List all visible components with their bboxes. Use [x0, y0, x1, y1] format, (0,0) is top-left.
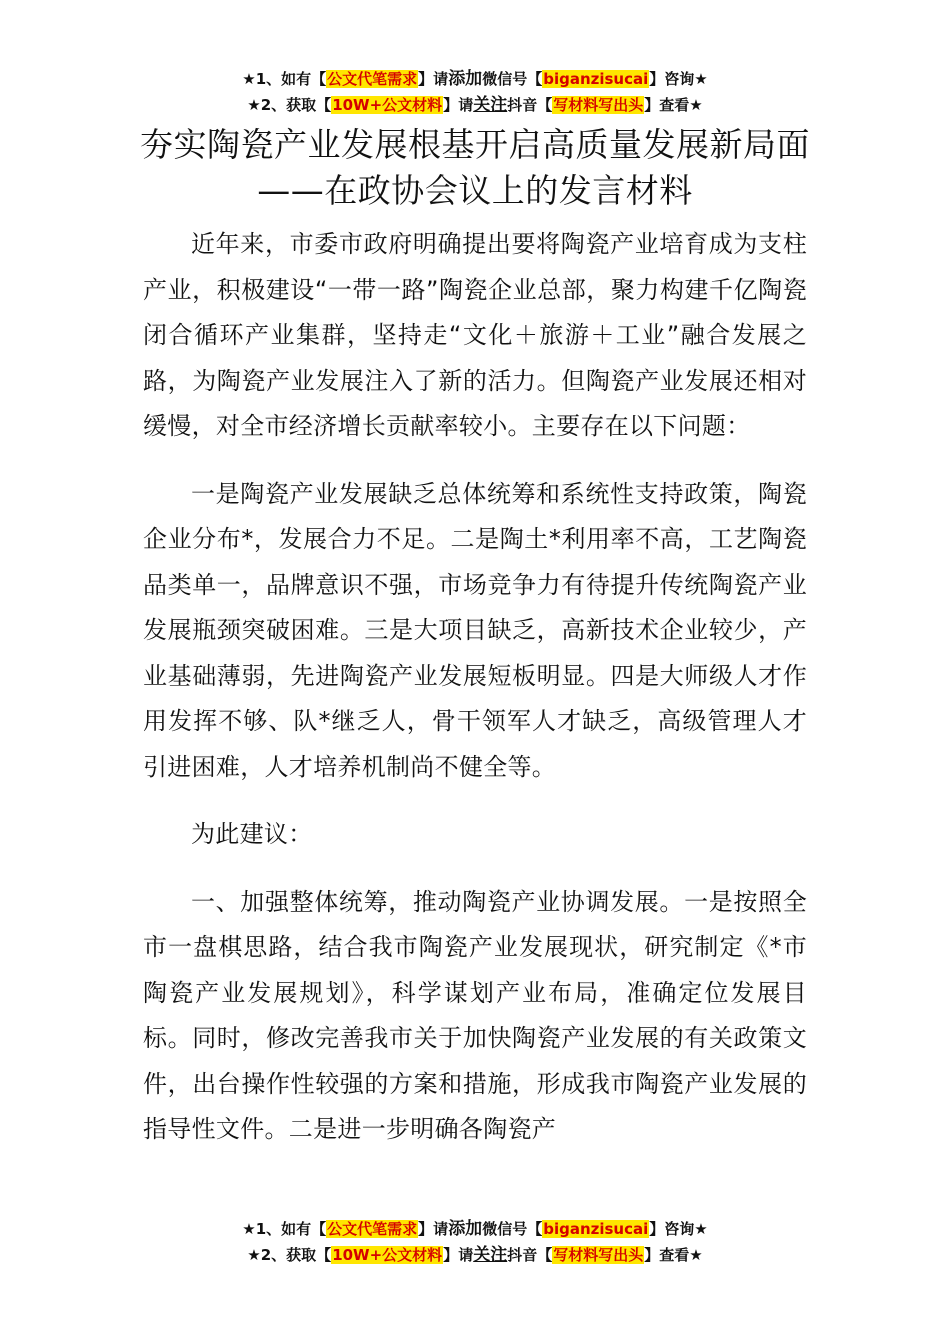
banner-text: 抖音【	[507, 1246, 553, 1264]
banner-highlight: 写材料写出头	[553, 1246, 644, 1264]
paragraph-intro: 近年来，市委市政府明确提出要将陶瓷产业培育成为支柱产业，积极建设“一带一路”陶瓷企业总部，聚力构建千亿陶瓷闭合循环产业集群，坚持走“文化＋旅游＋工业”融合发展之路，为陶瓷产业发展注入了新的活力。但陶瓷产业发展还相对缓慢，对全市经济增长贡献率较小。主要存在以下问题：	[143, 230, 807, 440]
banner-line-1	[0, 66, 950, 92]
banner-line-2	[0, 1242, 950, 1268]
banner-emphasis: 添加	[448, 1219, 483, 1239]
banner-highlight: 公文代笔需求	[327, 1220, 418, 1238]
document-body	[143, 222, 807, 1175]
banner-emphasis: 关注	[473, 1245, 508, 1265]
banner-highlight: 10W+公文材料	[332, 1246, 443, 1264]
banner-text: 】咨询★	[649, 1220, 708, 1238]
banner-line-2	[0, 92, 950, 118]
banner-emphasis: 关注	[473, 95, 508, 115]
header-banner	[0, 66, 950, 118]
banner-text: 】请	[443, 96, 474, 114]
banner-line-1	[0, 1216, 950, 1242]
document-title: 夯实陶瓷产业发展根基开启高质量发展新局面——在政协会议上的发言材料	[140, 125, 810, 210]
footer-banner	[0, 1216, 950, 1268]
banner-text: ★2、获取【	[247, 96, 332, 114]
banner-text: ★1、如有【	[242, 1220, 327, 1238]
banner-text: 】请	[443, 1246, 474, 1264]
paragraph-problems: 一是陶瓷产业发展缺乏总体统筹和系统性支持政策，陶瓷企业分布*，发展合力不足。二是陶土*利用率不高，工艺陶瓷品类单一，品牌意识不强，市场竞争力有待提升传统陶瓷产业发展瓶颈突破困难。三是大项目缺乏，高新技术企业较少，产业基础薄弱，先进陶瓷产业发展短板明显。四是大师级人才作用发挥不够、队*继乏人，骨干领军人才缺乏，高级管理人才引进困难，人才培养机制尚不健全等。	[143, 479, 807, 781]
banner-text: 】请	[418, 1220, 449, 1238]
banner-text: ★2、获取【	[247, 1246, 332, 1264]
banner-text: 抖音【	[507, 96, 553, 114]
paragraph-suggestion-lead: 为此建议：	[191, 820, 313, 848]
banner-emphasis: 添加	[448, 69, 483, 89]
paragraph-suggestion-1: 一、加强整体统筹，推动陶瓷产业协调发展。一是按照全市一盘棋思路，结合我市陶瓷产业发展现状，研究制定《*市陶瓷产业发展规划》，科学谋划产业布局，准确定位发展目标。同时，修改完善我市关于加快陶瓷产业发展的有关政策文件，出台操作性较强的方案和措施，形成我市陶瓷产业发展的指导性文件。二是进一步明确各陶瓷产	[143, 887, 807, 1143]
banner-text: 】咨询★	[649, 70, 708, 88]
banner-highlight: 公文代笔需求	[327, 70, 418, 88]
banner-highlight: biganzisucai	[543, 1220, 649, 1238]
banner-text: 】查看★	[644, 1246, 703, 1264]
banner-text: 】请	[418, 70, 449, 88]
banner-text: 】查看★	[644, 96, 703, 114]
banner-highlight: 10W+公文材料	[332, 96, 443, 114]
banner-text: ★1、如有【	[242, 70, 327, 88]
banner-text: 微信号【	[482, 1220, 543, 1238]
banner-highlight: 写材料写出头	[553, 96, 644, 114]
banner-highlight: biganzisucai	[543, 70, 649, 88]
banner-text: 微信号【	[482, 70, 543, 88]
